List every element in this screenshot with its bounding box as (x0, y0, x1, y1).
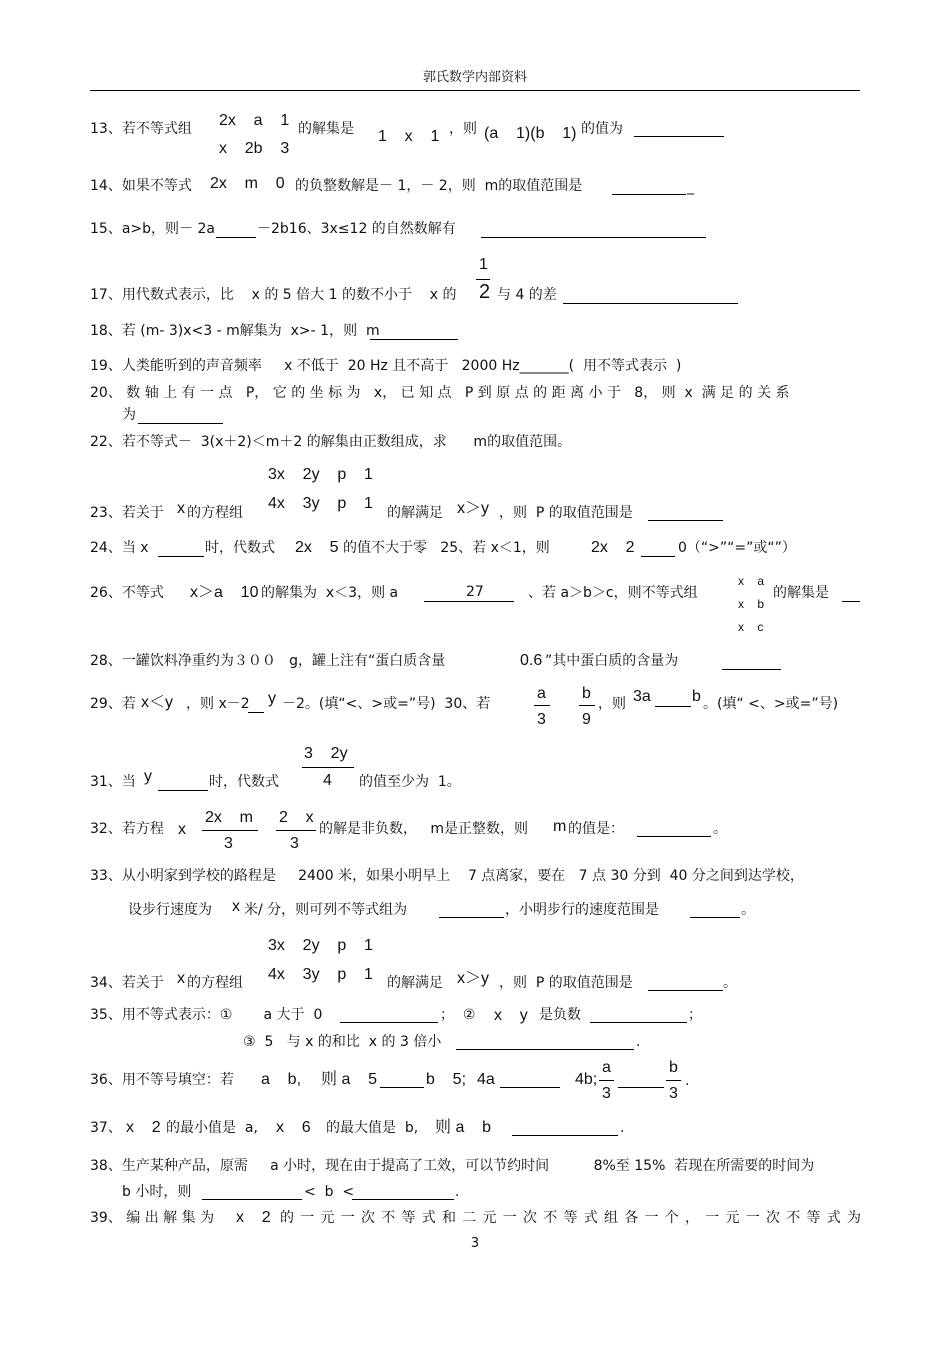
q31-blank (158, 790, 208, 791)
q36-end: . (685, 1073, 690, 1089)
q38-blank-1 (202, 1199, 302, 1200)
page-number: 3 (470, 1236, 480, 1251)
q36-blank-1 (380, 1087, 424, 1088)
q37-p2: 的最小值是 a, (166, 1120, 258, 1136)
q15-mid: －2b16、3x≤12 的自然数解有 (257, 221, 456, 237)
q34-condition: x＞y (457, 970, 490, 987)
q14-prefix: 14、如果不等式 (90, 178, 192, 194)
q17-numerator: 1 (479, 256, 488, 273)
q33-line2-b: 米/ 分，则可列不等式组为 (244, 902, 408, 918)
q29-mid: ，则 x－2 (186, 696, 250, 712)
q35-line2-b: . (636, 1034, 641, 1050)
q37-expr-1: x 2 (126, 1119, 161, 1136)
q32-x: x (178, 821, 186, 838)
q37-p1: 37、 (90, 1120, 122, 1136)
q33-line1: 33、从小明家到学校的路程是 2400 米，如果小明早上 7 点离家，要在 7 点 30 分到 40 分之间到达学校， (90, 868, 804, 884)
q17-end: 与 4 的差 (497, 287, 557, 303)
q30-fraction-bar-b (579, 705, 595, 706)
q32-numerator-2: 2 x (279, 809, 314, 826)
q29-prefix: 29、若 (90, 696, 136, 712)
q33-system-blank (439, 917, 504, 918)
header-rule (90, 90, 860, 91)
q31-denominator: 4 (323, 772, 332, 789)
q35-line2-a: ③ 5 与 x 的和比 x 的 3 倍小 (243, 1034, 442, 1050)
q39-expression: x 2 (236, 1209, 271, 1226)
q33-range-blank (690, 917, 740, 918)
q24-expression: 2x 5 (295, 539, 339, 556)
q32-mid: 的解是非负数， m是正整数，则 (319, 821, 528, 837)
q13-end: 的值为 (581, 121, 623, 137)
q31-numerator: 3 2y (304, 745, 348, 762)
q37-expr-3: 则 a b (435, 1119, 492, 1136)
q26-mid: 的解集为 x＜3，则 a (261, 585, 399, 601)
q30-fraction-bar-a (534, 705, 550, 706)
q36-fraction-bar-a (599, 1080, 614, 1081)
q17-answer-blank (563, 303, 738, 304)
q36-blank-2 (500, 1087, 560, 1088)
question-19: 19、人类能听到的声音频率 x 不低于 20 Hz 且不高于 2000 Hz_______( 用不等式表示 ) (90, 358, 682, 374)
q27-system-row1: x a (738, 574, 765, 588)
q13-answer-blank (634, 136, 724, 137)
q13-system-row1: 2x a 1 (219, 112, 290, 129)
q35-line1-b: ； ② (440, 1007, 476, 1023)
question-22: 22、若不等式－ 3(x＋2)＜m＋2 的解集由正数组成，求 m的取值范围。 (90, 434, 572, 450)
q36-frac-b-den: 3 (669, 1085, 678, 1102)
q36-blank-3 (618, 1087, 664, 1088)
q32-denominator-1: 3 (224, 835, 233, 852)
q14-expression: 2x m 0 (210, 175, 285, 192)
q25-expression: 2x 2 (591, 539, 635, 556)
q35-expression: x y (494, 1007, 528, 1024)
q39-a: 39、 编 出 解 集 为 (90, 1210, 215, 1226)
q13-solution: 1 x 1 (378, 128, 440, 145)
q15-blank (216, 237, 256, 238)
q27-system-row2: x b (738, 597, 765, 611)
q17-fraction-bar (476, 279, 490, 280)
q26-blank-value: 27 (466, 584, 484, 600)
q26-expression: x＞a 10 (190, 584, 259, 601)
q36-expr-5: 4b; (575, 1071, 598, 1088)
q35-line1-e: ； (688, 1007, 702, 1023)
q37-p3: 的最大值是 b, (326, 1120, 419, 1136)
q30-blank (655, 706, 691, 707)
q28-end: ”其中蛋白质的含量为 (545, 653, 679, 669)
q34-tail: 。 (723, 975, 737, 991)
q34-prefix: 34、若关于 (90, 975, 164, 991)
q38-line2-a: b 小时，则 (122, 1184, 192, 1200)
q30-nine: 9 (582, 711, 591, 728)
q36-frac-a-den: 3 (602, 1085, 611, 1102)
q14-end: 的负整数解是－ 1，－ 2，则 m的取值范围是 (295, 178, 583, 194)
q25-blank (641, 556, 675, 557)
q34-after: 的解满足 (387, 975, 443, 991)
q31-fraction-bar (302, 767, 354, 768)
page-header: 郭氏数学内部资料 (422, 70, 527, 85)
q13-then: ，则 (449, 121, 477, 137)
q33-tail: 。 (741, 902, 755, 918)
q33-x: x (232, 898, 240, 915)
q38-line1: 38、生产某种产品，原需 a 小时，现在由于提高了工效，可以节约时间 8%至 15% 若现在所需要的时间为 (90, 1158, 815, 1174)
q30-then: ，则 (598, 696, 626, 712)
q34-end: ，则 P 的取值范围是 (499, 975, 633, 991)
q27-system-row3: x c (738, 620, 764, 634)
q35-blank-1 (340, 1022, 438, 1023)
q35-blank-2 (590, 1022, 687, 1023)
q32-end: 的值是： (568, 821, 624, 837)
q23-prefix: 23、若关于 (90, 505, 164, 521)
q37-end: . (620, 1120, 625, 1136)
q33-line2-c: ，小明步行的速度范围是 (505, 902, 659, 918)
q27-answer-blank (842, 601, 860, 602)
q24-end: 0（“>”“=”或“”） (678, 540, 796, 556)
q32-answer-blank (637, 836, 711, 837)
q23-variable: x (177, 500, 185, 517)
q31-mid: 时，代数式 (209, 774, 279, 790)
q32-numerator-1: 2x m (205, 809, 254, 826)
q13-expression: (a 1)(b 1) (484, 125, 577, 142)
q28-value: 0.6 (520, 652, 543, 669)
q18-answer-blank (370, 339, 458, 340)
q13-mid: 的解集是 (298, 121, 354, 137)
q34-system-row1: 3x 2y p 1 (268, 937, 373, 954)
q14-answer-blank (612, 194, 686, 195)
q23-after: 的解满足 (387, 505, 443, 521)
q31-end: 的值至少为 1。 (359, 774, 461, 790)
q23-end: ，则 P 的取值范围是 (499, 505, 633, 521)
q32-denominator-2: 3 (290, 835, 299, 852)
q35-line1-d: 是负数 (539, 1007, 581, 1023)
q17-denominator: 2 (479, 281, 491, 303)
q37-expr-2: x 6 (276, 1119, 311, 1136)
q34-mid: 的方程组 (187, 975, 243, 991)
q18-text: 18、若 (m- 3)x<3 - m解集为 x>- 1，则 m (90, 323, 380, 339)
q23-system-row2: 4x 3y p 1 (268, 495, 373, 512)
q37-answer-blank (512, 1135, 618, 1136)
q39-b: 的 一 元 一 次 不 等 式 和 二 元 一 次 不 等 式 组 各 一 个 ， 一 元 一 次 不 等 式 为 (280, 1210, 862, 1226)
q32-fraction-bar-1 (202, 830, 258, 831)
q28-text: 28、一罐饮料净重约为３００ g，罐上注有“蛋白质含量 (90, 653, 446, 669)
q29-blank (248, 712, 264, 713)
q35-blank-3 (456, 1049, 634, 1050)
q13-system-row2: x 2b 3 (219, 140, 290, 157)
q28-answer-blank (722, 669, 781, 670)
q34-system-row2: 4x 3y p 1 (268, 966, 373, 983)
q23-condition: x＞y (457, 500, 490, 517)
q30-three: 3 (537, 711, 546, 728)
q36-fraction-bar-b (666, 1080, 681, 1081)
q36-expr-4: 4a (477, 1071, 495, 1088)
q30-end: 。(填“ <、>或=”号) (703, 696, 839, 712)
q20-answer-blank (138, 423, 223, 424)
q38-line2-b: < b < (304, 1184, 355, 1200)
q17-text: 17、用代数式表示，比 x 的 5 倍大 1 的数不小于 x 的 (90, 287, 457, 303)
q24-mid: 时，代数式 (205, 540, 275, 556)
q30-expression: 3a (633, 688, 651, 705)
q31-prefix: 31、当 (90, 774, 136, 790)
q30-a: a (537, 685, 546, 702)
q24-prefix: 24、当 x (90, 540, 149, 556)
q29-after: －2。(填“<、>或=”号) 30、若 (282, 696, 491, 712)
q38-line2-c: . (455, 1184, 460, 1200)
q36-expr-2: 则 a 5 (321, 1071, 378, 1088)
q27-text: 、若 a＞b＞c，则不等式组 (528, 585, 698, 601)
q15-text: 15、a>b，则－ 2a (90, 221, 215, 237)
q32-m: m (553, 818, 567, 835)
q38-blank-2 (352, 1199, 454, 1200)
q36-prefix: 36、用不等号填空：若 (90, 1072, 234, 1088)
q29-y: y (268, 690, 276, 707)
q24-after: 的值不大于零 25、若 x＜1，则 (343, 540, 550, 556)
q34-answer-blank (648, 990, 723, 991)
q23-mid: 的方程组 (187, 505, 243, 521)
q36-expr-1: a b, (261, 1071, 302, 1088)
q13-prefix: 13、若不等式组 (90, 121, 192, 137)
q29-condition: x＜y (141, 694, 174, 711)
q32-prefix: 32、若方程 (90, 821, 164, 837)
q36-expr-3: b 5; (426, 1071, 467, 1088)
q31-y: y (144, 768, 152, 785)
q32-fraction-bar-2 (276, 830, 316, 831)
q26-prefix: 26、不等式 (90, 585, 164, 601)
q26-answer-blank (424, 601, 514, 602)
q36-frac-b-num: b (669, 1059, 678, 1076)
q23-system-row1: 3x 2y p 1 (268, 466, 373, 483)
q24-blank (158, 556, 204, 557)
q14-blank-tail: _ (687, 179, 694, 195)
q33-line2-a: 设步行速度为 (128, 902, 212, 918)
q35-line1-a: 35、用不等式表示：① a 大于 0 (90, 1007, 323, 1023)
q20-line2: 为 (122, 407, 136, 423)
q27-end: 的解集是 (773, 585, 829, 601)
q23-answer-blank (648, 520, 723, 521)
q36-frac-a-num: a (602, 1059, 611, 1076)
q16-blank (481, 237, 706, 238)
q30-b: b (582, 685, 591, 702)
q32-tail: 。 (713, 821, 727, 837)
q34-variable: x (177, 970, 185, 987)
q20-line1: 20、 数 轴 上 有 一 点 P， 它 的 坐 标 为 x， 已 知 点 P 到 原 点 的 距 离 小 于 8， 则 x 满 足 的 关 系 (90, 385, 790, 401)
q30-bb: b (692, 688, 701, 705)
